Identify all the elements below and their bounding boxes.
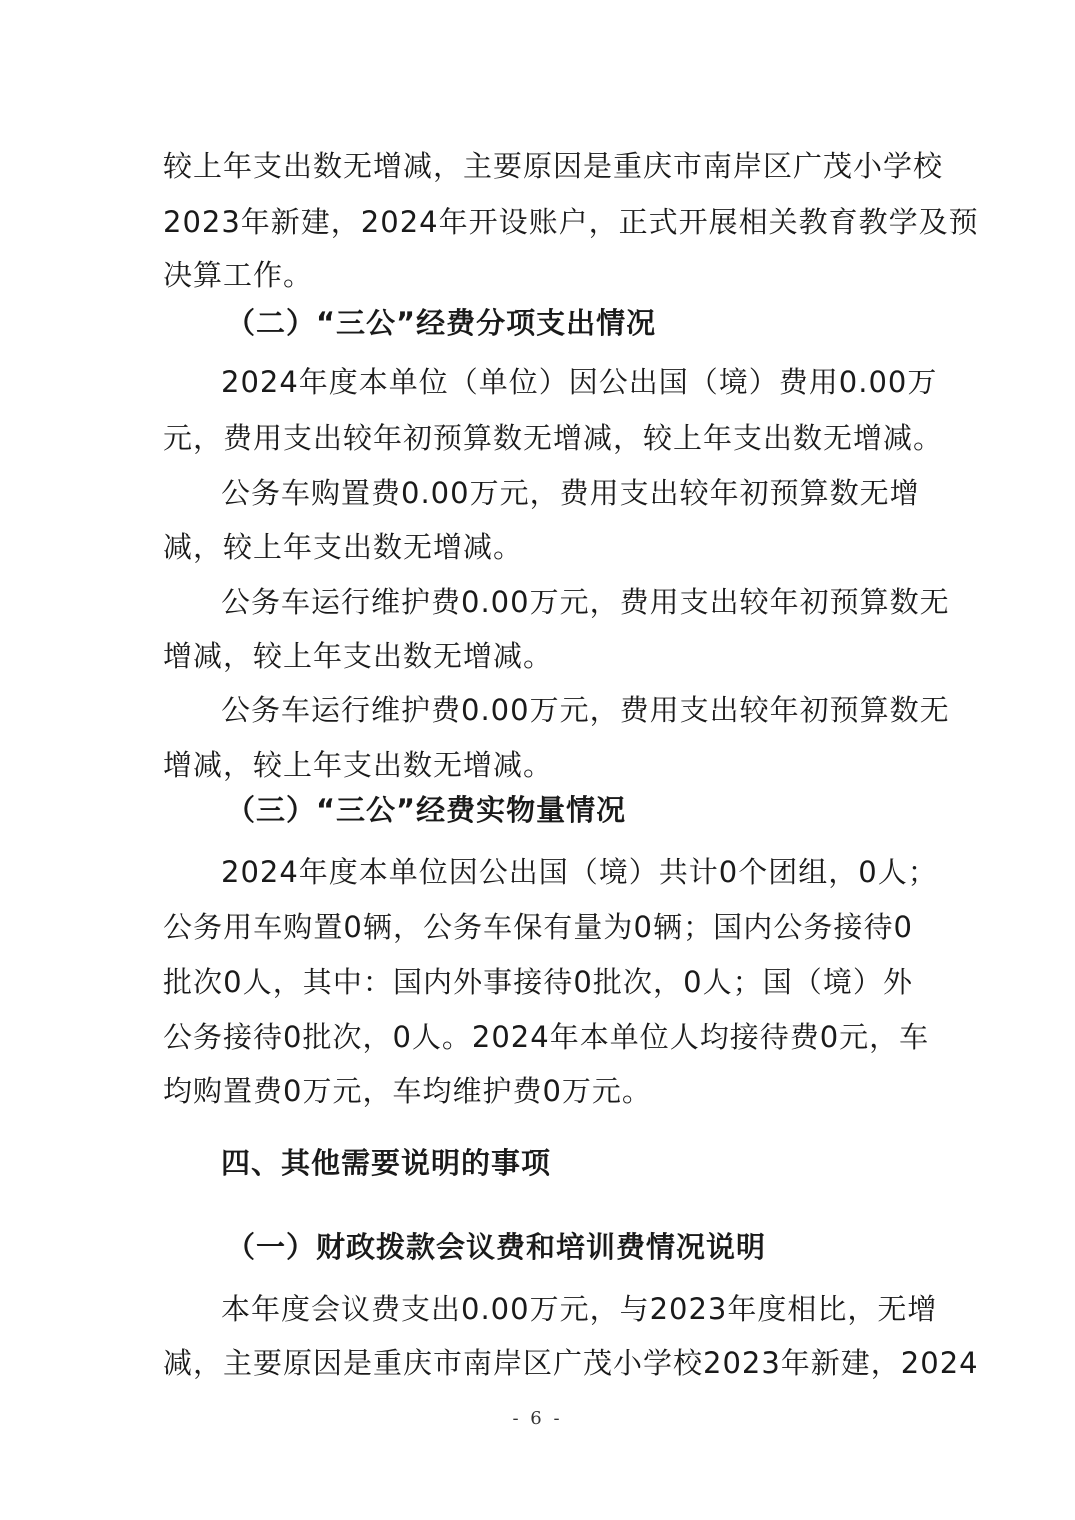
paragraph-line: 减，较上年支出数无增减。: [163, 530, 524, 564]
subsection-heading: （二）“三公”经费分项支出情况: [226, 306, 657, 340]
paragraph-line: 公务车运行维护费0.00万元，费用支出较年初预算数无: [221, 693, 950, 727]
paragraph-line: 均购置费0万元，车均维护费0万元。: [163, 1074, 652, 1108]
paragraph-line: 本年度会议费支出0.00万元，与2023年度相比，无增: [221, 1292, 938, 1326]
page-number: - 6 -: [512, 1408, 563, 1429]
paragraph-line: 批次0人，其中：国内外事接待0批次，0人；国（境）外: [163, 965, 913, 999]
paragraph-line: 公务车运行维护费0.00万元，费用支出较年初预算数无: [221, 585, 950, 619]
paragraph-line: 公务用车购置0辆，公务车保有量为0辆；国内公务接待0: [163, 910, 913, 944]
section-heading: 四、其他需要说明的事项: [221, 1146, 552, 1180]
paragraph-line: 增减，较上年支出数无增减。: [163, 639, 554, 673]
paragraph-line: 元，费用支出较年初预算数无增减，较上年支出数无增减。: [163, 421, 944, 455]
paragraph-line: 减，主要原因是重庆市南岸区广茂小学校2023年新建，2024: [163, 1346, 979, 1380]
paragraph-line: 公务接待0批次，0人。2024年本单位人均接待费0元，车: [163, 1020, 930, 1054]
subsection-heading: （一）财政拨款会议费和培训费情况说明: [226, 1230, 767, 1264]
paragraph-line: 2024年度本单位（单位）因公出国（境）费用0.00万: [221, 365, 938, 399]
paragraph-line: 公务车购置费0.00万元，费用支出较年初预算数无增: [221, 476, 920, 510]
paragraph-line: 2024年度本单位因公出国（境）共计0个团组，0人；: [221, 855, 938, 889]
paragraph-line: 较上年支出数无增减，主要原因是重庆市南岸区广茂小学校: [163, 149, 944, 183]
subsection-heading: （三）“三公”经费实物量情况: [226, 793, 627, 827]
paragraph-line: 2023年新建，2024年开设账户，正式开展相关教育教学及预: [163, 205, 979, 239]
paragraph-line: 增减，较上年支出数无增减。: [163, 748, 554, 782]
paragraph-line: 决算工作。: [163, 258, 314, 292]
